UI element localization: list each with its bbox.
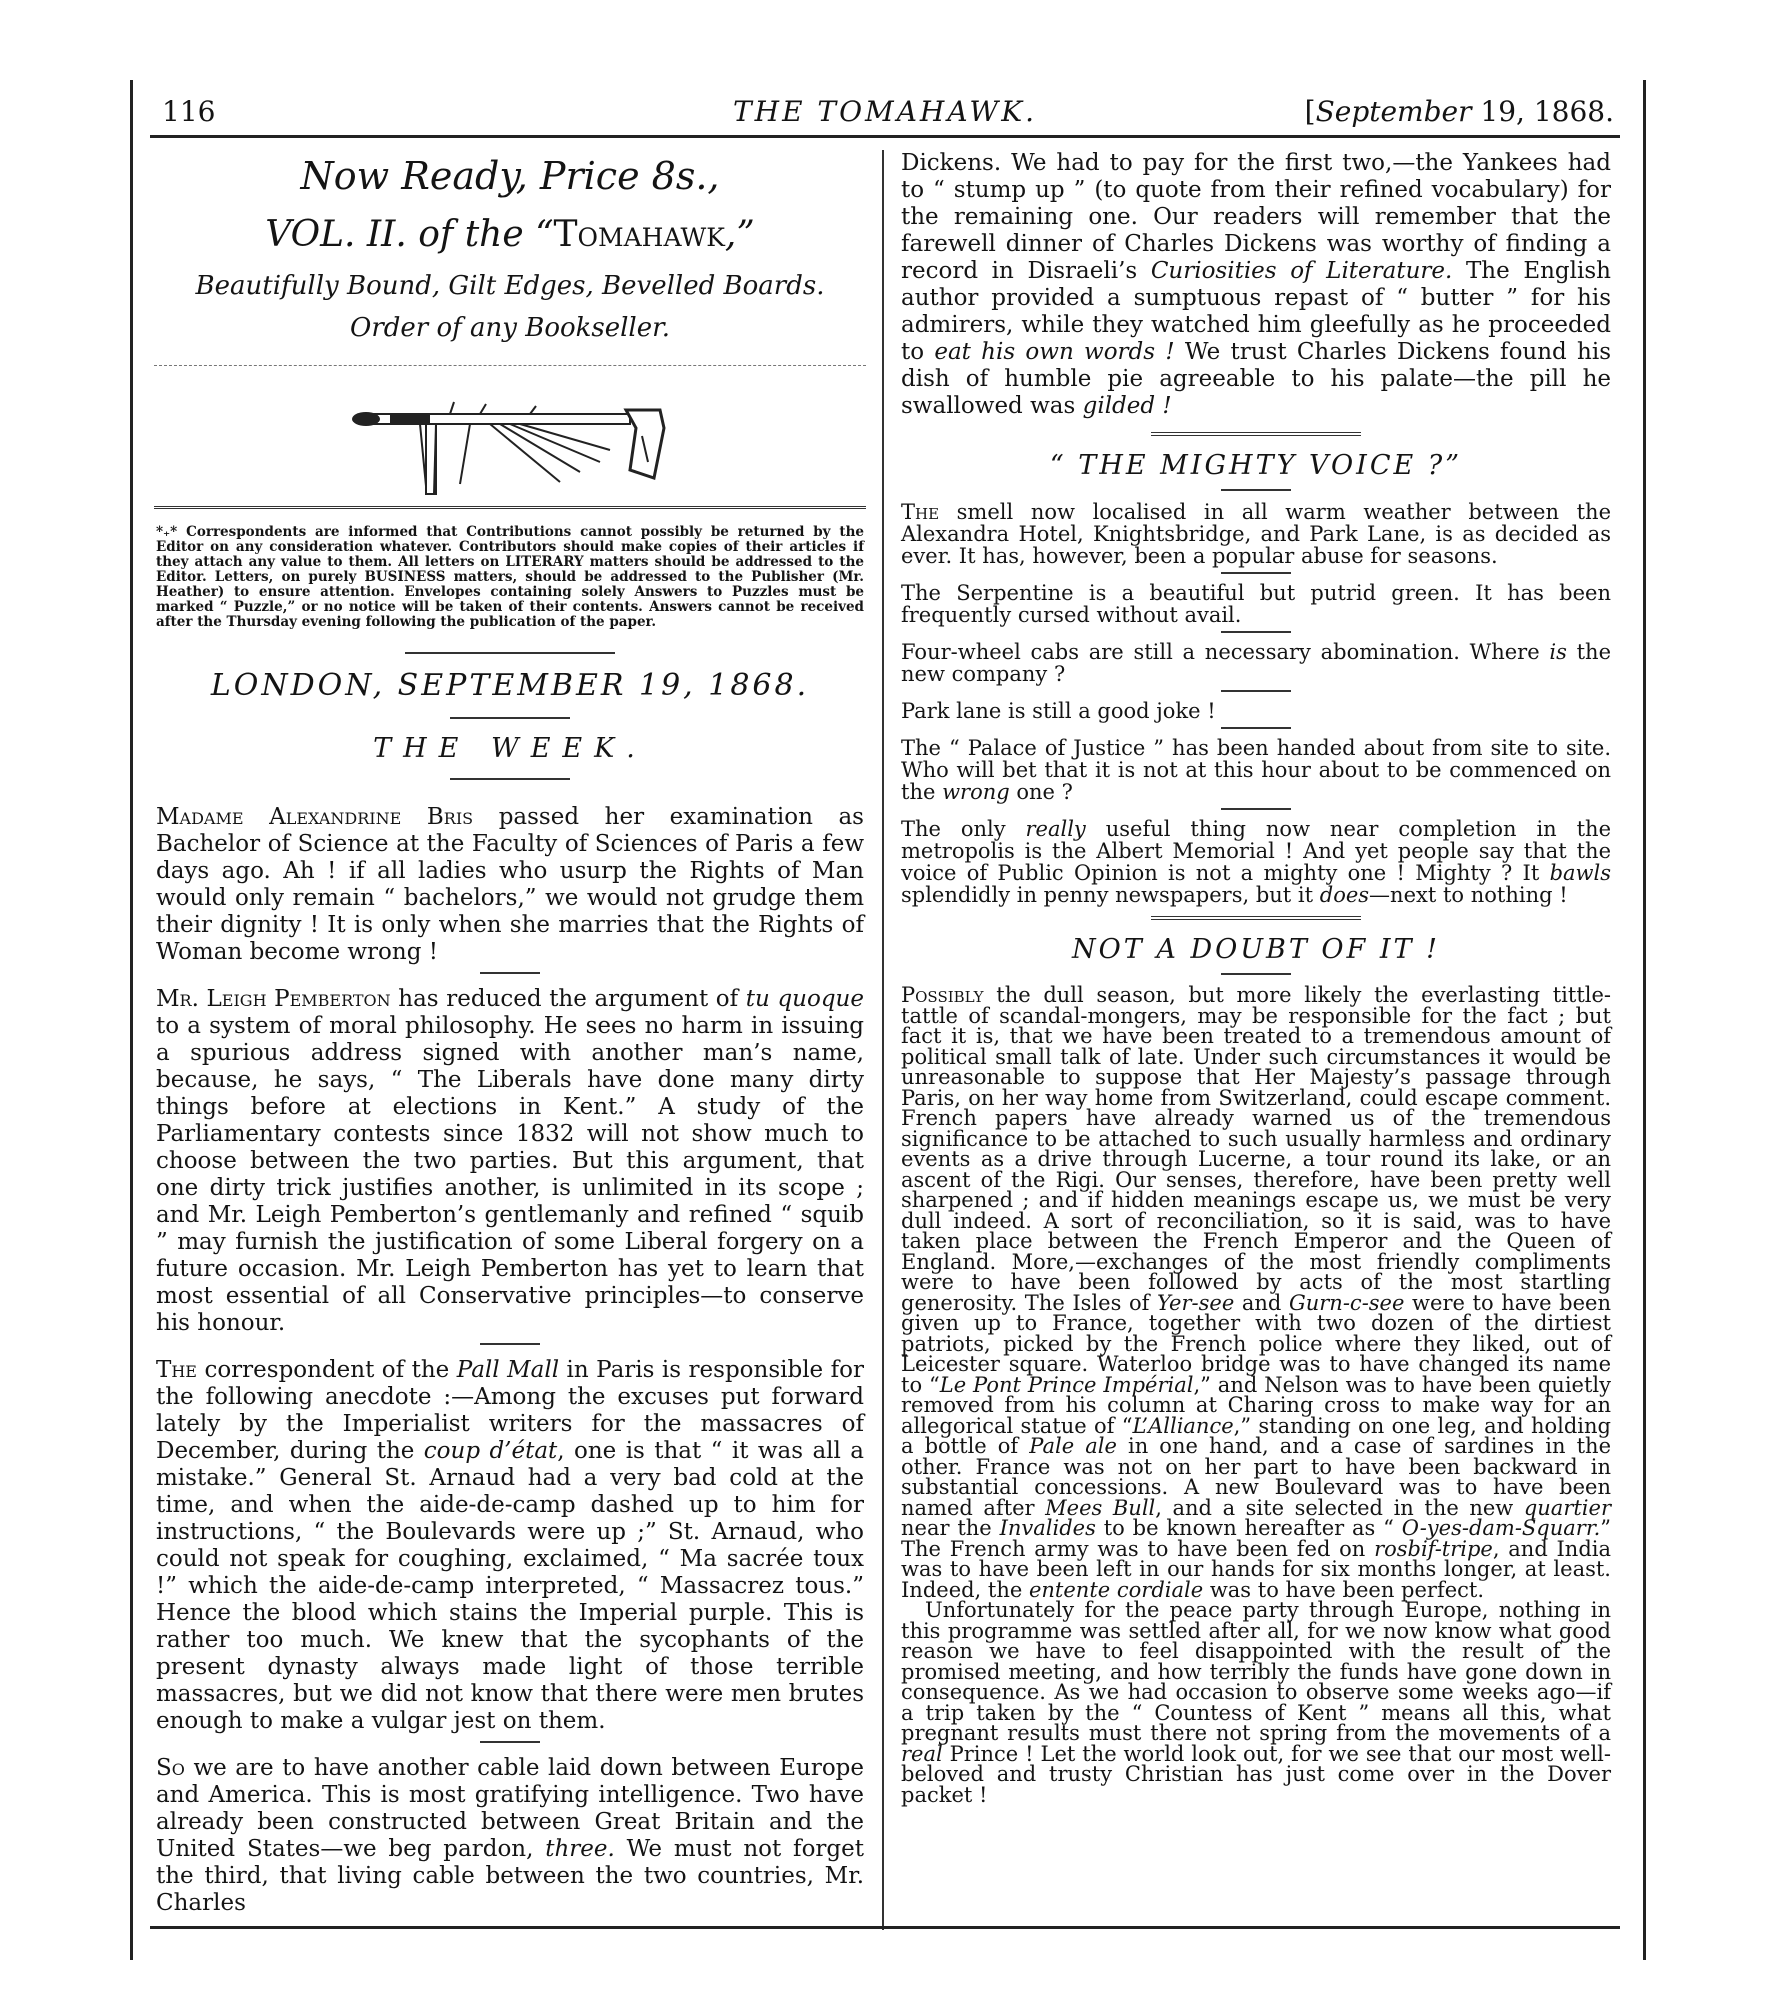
rule: [1221, 973, 1291, 975]
tomahawk-emblem-icon: [150, 366, 870, 506]
section-title-not-a-doubt: NOT A DOUBT OF IT !: [1072, 934, 1440, 965]
rule: [450, 778, 570, 780]
mighty-item: The “ Palace of Justice ” has been handed about from site to site. Who will bet that it is not at this hour about to be commenced on the wrong one ?: [901, 736, 1611, 804]
rule: [480, 972, 540, 974]
mighty-item: Four-wheel cabs are still a necessary abomination. Where is the new company ?: [901, 640, 1611, 686]
left-column: [150, 150, 870, 1917]
rule: [1221, 808, 1291, 810]
rule: [1221, 631, 1291, 633]
footer-rule: [150, 1926, 1620, 1929]
ad-binding: Beautifully Bound, Gilt Edges, Bevelled Boards.: [195, 271, 825, 301]
page-header: [150, 95, 1620, 128]
rule: [480, 1741, 540, 1743]
page-number: 116: [162, 95, 216, 128]
ad-volume: VOL. II. of the “Tomahawk,”: [265, 214, 755, 255]
correspondents-notice: *₊* Correspondents are informed that Contributions cannot possibly be returned by the Editor on any consideration whatever. Contributors should make copies of their articles if they attach any value to them. All letters on LITERARY matters should be addressed to the Editor. Letters, on purely BUSINESS matters, should be addressed to the Publisher (Mr. Heather) to ensure attention. Envelopes containing solely Answers to Puzzles must be marked “ Puzzle,” or no notice will be taken of their contents. Answers cannot be received after the Thursday evening following the publication of the paper.: [156, 524, 864, 630]
paragraph-not-a-doubt-2: Unfortunately for the peace party through Europe, nothing in this programme was settled after all, for we now know what good reason we have to feel disappointed with the result of the promised meeting, and how terribly the funds have gone down in consequence. As we had occasion to observe some weeks ago—if a trip taken by the “ Countess of Kent ” means all this, what pregnant results must there not spring from the movements of a real Prince ! Let the world look out, for we see that our most well-beloved and trusty Christian has just come over in the Dover packet !: [901, 1598, 1611, 1807]
paragraph-not-a-doubt: Possibly the dull season, but more likely the everlasting tittle-tattle of scandal-mongers, may be responsible for the fact ; but fact it is, that we have been treated to a tremendous amount of political small talk of late. Under such circumstances it would be unreasonable to suppose that Her Majesty’s passage through Paris, on her way home from Switzerland, could escape comment. French papers have already warned us of the tremendous significance to be attached to such usually harmless and ordinary events as a drive through Lucerne, a tour round its lake, or an ascent of the Rigi. Our senses, therefore, have been pretty well sharpened ; and if hidden meanings escape us, we must be very dull indeed. A sort of reconciliation, so it is said, was to have taken place between the French Emperor and the Queen of England. More,—exchanges of the most friendly compliments were to have been followed by acts of the most startling generosity. The Isles of Yer-see and Gurn-c-see were to have been given up to France, together with two dozen of the dirtiest patriots, picked by the French police where they liked, out of Leicester square. Waterloo bridge was to have changed its name to “Le Pont Prince Impérial,” and Nelson was to have been quietly removed from his column at Charing cross to make way for an allegorical statue of “L’Alliance,” standing on one leg, and holding a bottle of Pale ale in one hand, and a case of sardines in the other. France was not on her part to have been backward in substantial concessions. A new Boulevard was to have been named after Mees Bull, and a site selected in the new quartier near the Invalides to be known hereafter as “ O-yes-dam-Squarr.” The French army was to have been fed on rosbif-tripe, and India was to have been left in our hands for six months longer, at least. Indeed, the entente cordiale was to have been perfect.: [901, 983, 1612, 1602]
header-rule: [150, 135, 1620, 138]
mighty-item: The only really useful thing now near completion in the metropolis is the Albert Memorial ! And yet people say that the voice of Public Opinion is not a mighty one ! Mighty ? It bawls splendidly in penny newspapers, but it does—next to nothing !: [901, 817, 1612, 907]
dateline: LONDON, SEPTEMBER 19, 1868.: [210, 668, 810, 703]
paragraph-pemberton: Mr. Leigh Pemberton has reduced the argument of tu quoque to a system of moral philosophy. He sees no harm in issuing a spurious address signed with another man’s name, because, he says, “ The Liberals have done many dirty things before at elections in Kent.” A study of the Parliamentary contests since 1832 will not show much to choose between the two parties. But this argument, that one dirty trick justifies another, is unlimited in its scope ; and Mr. Leigh Pemberton’s gentlemanly and refined “ squib ” may furnish the justification of some Liberal forgery on a future occasion. Mr. Leigh Pemberton has yet to learn that most essential of all Conservative principles—to conserve his honour.: [156, 986, 864, 1336]
emblem-divider: [154, 506, 866, 509]
ad-order: Order of any Bookseller.: [350, 313, 670, 343]
rule: [405, 652, 615, 654]
paragraph-bris: Madame Alexandrine Bris passed her examination as Bachelor of Science at the Faculty of Sciences of Paris a few days ago. Ah ! if all ladies who usurp the Rights of Man would only remain “ bachelors,” we would not grudge them their dignity ! It is only when she marries that the Rights of Woman become wrong !: [156, 804, 864, 965]
volume-advertisement: [150, 154, 870, 343]
ad-headline: Now Ready, Price 8s.,: [300, 154, 720, 198]
masthead-title: THE TOMAHAWK.: [732, 95, 1038, 128]
mighty-item: The Serpentine is a beautiful but putrid green. It has been frequently cursed without avail.: [901, 581, 1611, 627]
paragraph-dickens-continued: Dickens. We had to pay for the first two,—the Yankees had to “ stump up ” (to quote from their refined vocabulary) for the remaining one. Our readers will remember that the farewell dinner of Charles Dickens was worthy of finding a record in Disraeli’s Curiosities of Literature. The English author provided a sumptuous repast of “ butter ” for his admirers, while they watched him gleefully as he proceeded to eat his own words ! We trust Charles Dickens found his dish of humble pie agreeable to his palate—the pill he swallowed was gilded !: [901, 150, 1611, 419]
section-title-the-week: THE WEEK.: [373, 733, 647, 764]
issue-date: [September 19, 1868.: [1304, 95, 1614, 128]
paragraph-arnaud: The correspondent of the Pall Mall in Paris is responsible for the following anecdote :—Among the excuses put forward lately by the Imperialist writers for the massacres of December, during the coup d’état, one is that “ it was all a mistake.” General St. Arnaud had a very bad cold at the time, and when the aide-de-camp dashed up to him for instructions, “ the Boulevards were up ;” St. Arnaud, who could not speak for coughing, exclaimed, “ Ma sacrée toux !” which the aide-de-camp interpreted, “ Massacrez tous.” Hence the blood which stains the Imperial purple. This is rather too much. We knew that the sycophants of the present dynasty always made light of those terrible massacres, but we did not know that there were men brutes enough to make a vulgar jest on them.: [156, 1357, 864, 1734]
rule: [1221, 572, 1291, 574]
rule: [1221, 489, 1291, 491]
mighty-item: Park lane is still a good joke !: [901, 699, 1216, 723]
rule: [1151, 432, 1361, 436]
column-divider: [882, 150, 884, 1930]
rule: [480, 1343, 540, 1345]
rule: [1151, 916, 1361, 920]
rule: [1221, 727, 1291, 729]
section-title-mighty-voice: “ THE MIGHTY VOICE ?”: [1049, 450, 1463, 481]
rule: [450, 717, 570, 719]
paragraph-cable: So we are to have another cable laid down between Europe and America. This is most gratifying intelligence. Two have already been constructed between Great Britain and the United States—we beg pardon, three. We must not forget the third, that living cable between the two countries, Mr. Charles: [156, 1755, 864, 1916]
rule: [1221, 690, 1291, 692]
right-column: [895, 150, 1617, 1805]
mighty-item: The smell now localised in all warm weather between the Alexandra Hotel, Knightsbridge, and Park Lane, is as decided as ever. It has, however, been a popular abuse for seasons.: [901, 500, 1611, 568]
